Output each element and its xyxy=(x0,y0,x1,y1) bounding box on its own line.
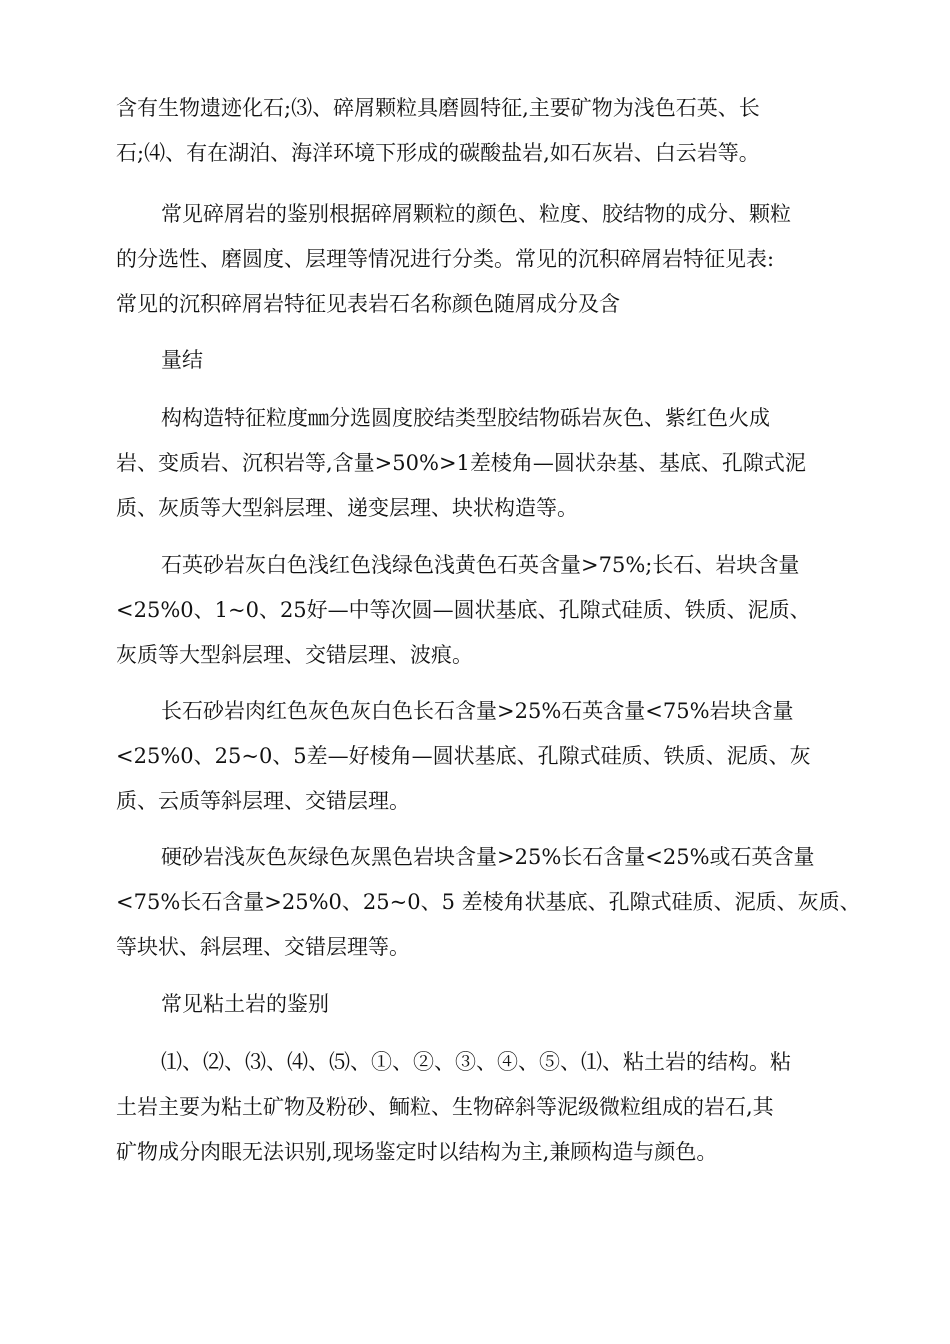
paragraph-p2 xyxy=(116,192,856,327)
text-line: ⑴、⑵、⑶、⑷、⑸、①、②、③、④、⑤、⑴、粘土岩的结构。粘 xyxy=(161,1050,791,1074)
text-line: 质、云质等斜层理、交错层理。 xyxy=(116,789,410,813)
text-line: 矿物成分肉眼无法识别,现场鉴定时以结构为主,兼顾构造与颜色。 xyxy=(116,1140,718,1164)
text-line: 等块状、斜层理、交错层理等。 xyxy=(116,935,410,959)
text-line: <25%0、25~0、5差—好棱角—圆状基底、孔隙式硅质、铁质、泥质、灰 xyxy=(116,744,811,768)
paragraph-p3 xyxy=(116,338,856,383)
section-heading: 常见粘土岩的鉴别 xyxy=(161,992,329,1016)
text-line: <25%0、1~0、25好—中等次圆—圆状基底、孔隙式硅质、铁质、泥质、 xyxy=(116,598,811,622)
paragraph-p1 xyxy=(116,86,856,176)
text-line: 长石砂岩肉红色灰色灰白色长石含量>25%石英含量<75%岩块含量 xyxy=(161,699,794,723)
text-line: 常见的沉积碎屑岩特征见表岩石名称颜色随屑成分及含 xyxy=(116,292,620,316)
paragraph-p6 xyxy=(116,689,856,824)
text-line: 灰质等大型斜层理、交错层理、波痕。 xyxy=(116,643,473,667)
text-line: 石;⑷、有在湖泊、海洋环境下形成的碳酸盐岩,如石灰岩、白云岩等。 xyxy=(116,141,760,165)
text-line: 土岩主要为粘土矿物及粉砂、鲕粒、生物碎斜等泥级微粒组成的岩石,其 xyxy=(116,1095,774,1119)
text-line: 常见碎屑岩的鉴别根据碎屑颗粒的颜色、粒度、胶结物的成分、颗粒 xyxy=(161,202,791,226)
text-line: 岩、变质岩、沉积岩等,含量>50%>1差棱角—圆状杂基、基底、孔隙式泥 xyxy=(116,451,806,475)
paragraph-p7 xyxy=(116,835,861,970)
paragraph-p8 xyxy=(116,982,856,1027)
paragraph-p4 xyxy=(116,396,856,531)
text-line: 构构造特征粒度㎜分选圆度胶结类型胶结物砾岩灰色、紫红色火成 xyxy=(161,406,770,430)
text-line: 的分选性、磨圆度、层理等情况进行分类。常见的沉积碎屑岩特征见表: xyxy=(116,247,775,271)
text-line: 硬砂岩浅灰色灰绿色灰黑色岩块含量>25%长石含量<25%或石英含量 xyxy=(161,845,815,869)
text-line: 量结 xyxy=(161,348,203,372)
paragraph-p5 xyxy=(116,543,856,678)
text-line: 含有生物遗迹化石;⑶、碎屑颗粒具磨圆特征,主要矿物为浅色石英、长 xyxy=(116,96,760,120)
text-line: 石英砂岩灰白色浅红色浅绿色浅黄色石英含量>75%;长石、岩块含量 xyxy=(161,553,800,577)
text-line: 质、灰质等大型斜层理、递变层理、块状构造等。 xyxy=(116,496,578,520)
text-line: <75%长石含量>25%0、25~0、5 差棱角状基底、孔隙式硅质、泥质、灰质、 xyxy=(116,890,861,914)
paragraph-p9 xyxy=(116,1040,856,1175)
